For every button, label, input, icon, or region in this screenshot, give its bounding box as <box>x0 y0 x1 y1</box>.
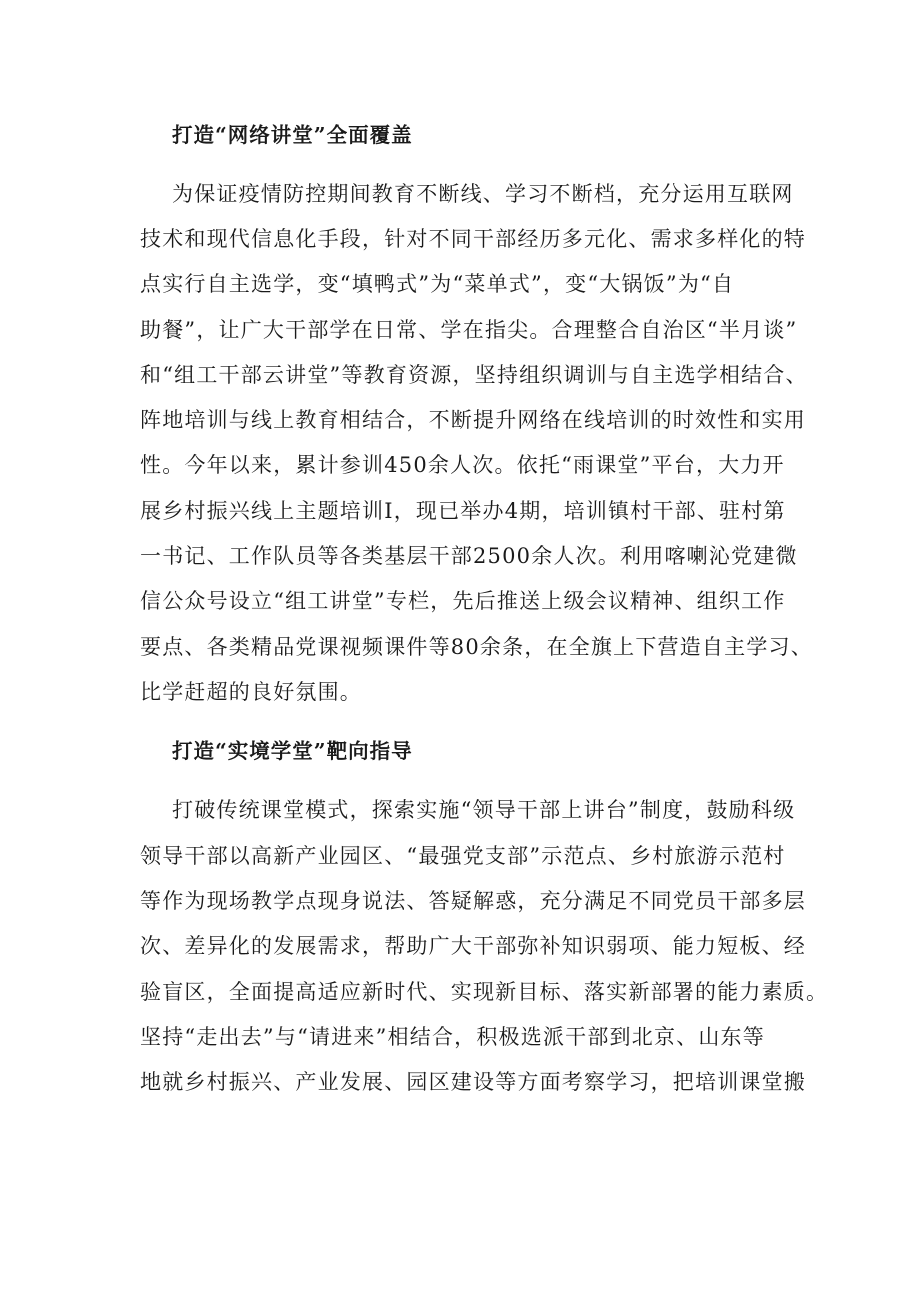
paragraph-line: 坚持“走出去”与“请进来”相结合，积极选派干部到北京、山东等 <box>140 1025 765 1049</box>
paragraph-line: 比学赶超的良好氛围。 <box>140 680 362 704</box>
paragraph-line: 要点、各类精品党课视频课件等80余条，在全旗上下营造自主学习、 <box>140 635 813 659</box>
paragraph-line: 验盲区，全面提高适应新时代、实现新目标、落实新部署的能力素质。 <box>140 980 829 1004</box>
paragraph-line: 和“组工干部云讲堂”等教育资源，坚持组织调训与自主选学相结合、 <box>140 363 808 387</box>
section-heading-onsite-learning: 打造“实境学堂”靶向指导 <box>172 739 413 763</box>
paragraph-line: 领导干部以高新产业园区、“最强党支部”示范点、乡村旅游示范村 <box>140 844 786 868</box>
paragraph-line: 地就乡村振兴、产业发展、园区建设等方面考察学习，把培训课堂搬 <box>140 1070 806 1094</box>
paragraph-line: 性。今年以来，累计参训450余人次。依托“雨课堂”平台，大力开 <box>140 453 785 477</box>
paragraph-line: 次、差异化的发展需求，帮助广大干部弥补知识弱项、能力短板、经 <box>140 934 806 958</box>
paragraph-line: 一书记、工作队员等各类基层干部2500余人次。利用喀喇沁党建微 <box>140 544 798 568</box>
paragraph-line: 信公众号设立“组工讲堂”专栏，先后推送上级会议精神、组织工作 <box>140 589 786 613</box>
paragraph-line: 展乡村振兴线上主题培训I，现已举办4期，培训镇村干部、驻村第 <box>140 499 786 523</box>
paragraph-line: 助餐”，让广大干部学在日常、学在指尖。合理整合自治区“半月谈” <box>140 318 798 342</box>
paragraph-line: 点实行自主选学，变“填鸭式”为“菜单式”，变“大锅饭”为“自 <box>140 272 735 296</box>
paragraph-line: 技术和现代信息化手段，针对不同干部经历多元化、需求多样化的特 <box>140 227 806 251</box>
paragraph-line: 阵地培训与线上教育相结合，不断提升网络在线培训的时效性和实用 <box>140 408 806 432</box>
paragraph-line: 等作为现场教学点现身说法、答疑解惑，充分满足不同党员干部多层 <box>140 889 806 913</box>
paragraph-line: 打破传统课堂模式，探索实施“领导干部上讲台”制度，鼓励科级 <box>172 798 796 822</box>
paragraph-line: 为保证疫情防控期间教育不断线、学习不断档，充分运用互联网 <box>172 182 794 206</box>
section-heading-network-lecture: 打造“网络讲堂”全面覆盖 <box>172 123 413 147</box>
